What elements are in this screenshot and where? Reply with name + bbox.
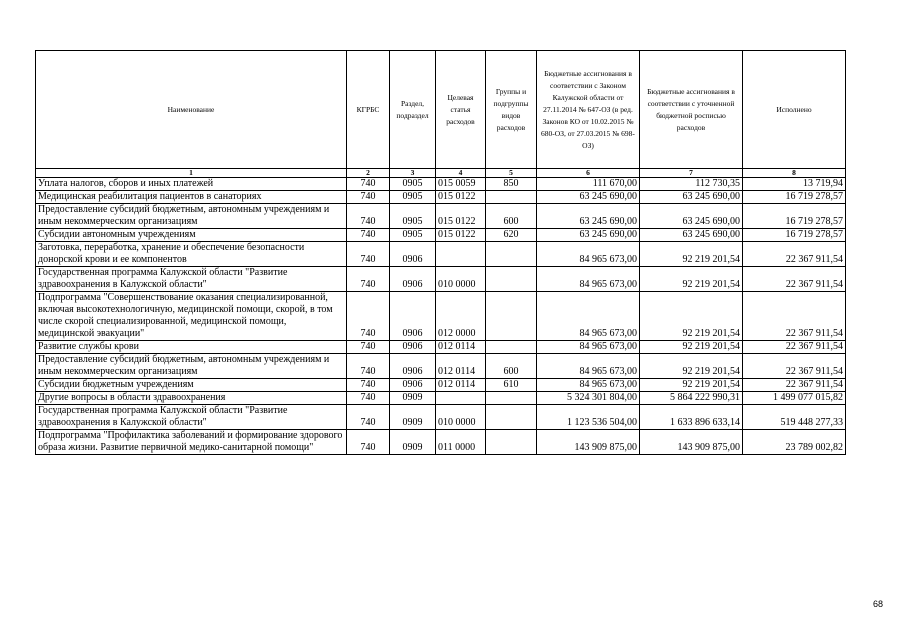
row-kgrbs: 740: [347, 242, 390, 267]
row-executed-amount: 22 367 911,54: [743, 379, 846, 392]
row-section: 0909: [390, 392, 436, 405]
row-group: [486, 292, 537, 341]
row-refined-amount: 5 864 222 990,31: [640, 392, 743, 405]
row-name: Государственная программа Калужской области "Развитие здравоохранения в Калужской области": [36, 405, 347, 430]
row-section: 0905: [390, 178, 436, 191]
row-section: 0905: [390, 229, 436, 242]
table-row: [36, 379, 846, 392]
row-refined-amount: 92 219 201,54: [640, 242, 743, 267]
header-name: Наименование: [36, 51, 347, 169]
row-refined-amount: 63 245 690,00: [640, 229, 743, 242]
row-section: 0906: [390, 242, 436, 267]
row-executed-amount: 16 719 278,57: [743, 204, 846, 229]
header-section: Раздел, подраздел: [390, 51, 436, 169]
row-group: 600: [486, 354, 537, 379]
column-number: 3: [390, 169, 436, 178]
row-law-amount: 111 670,00: [537, 178, 640, 191]
column-number-row: [36, 169, 846, 178]
column-number: 8: [743, 169, 846, 178]
row-group: [486, 392, 537, 405]
row-name: Заготовка, переработка, хранение и обеспечение безопасности донорской крови и ее компонентов: [36, 242, 347, 267]
table-row: [36, 242, 846, 267]
row-target: 010 0000: [436, 405, 486, 430]
row-group: [486, 341, 537, 354]
row-section: 0906: [390, 292, 436, 341]
row-kgrbs: 740: [347, 292, 390, 341]
row-group: [486, 267, 537, 292]
row-group: 610: [486, 379, 537, 392]
row-group: 620: [486, 229, 537, 242]
row-executed-amount: 519 448 277,33: [743, 405, 846, 430]
row-section: 0905: [390, 191, 436, 204]
header-kgrbs: КГРБС: [347, 51, 390, 169]
row-law-amount: 84 965 673,00: [537, 379, 640, 392]
row-executed-amount: 16 719 278,57: [743, 229, 846, 242]
row-kgrbs: 740: [347, 405, 390, 430]
row-law-amount: 63 245 690,00: [537, 229, 640, 242]
row-target: 012 0114: [436, 354, 486, 379]
row-kgrbs: 740: [347, 204, 390, 229]
row-target: 010 0000: [436, 267, 486, 292]
row-section: 0905: [390, 204, 436, 229]
column-number: 7: [640, 169, 743, 178]
header-row: [36, 51, 846, 169]
row-law-amount: 84 965 673,00: [537, 242, 640, 267]
row-target: 015 0122: [436, 191, 486, 204]
table-row: [36, 430, 846, 455]
row-group: [486, 191, 537, 204]
row-kgrbs: 740: [347, 229, 390, 242]
row-refined-amount: 112 730,35: [640, 178, 743, 191]
row-section: 0909: [390, 405, 436, 430]
table-row: [36, 405, 846, 430]
table-row: [36, 341, 846, 354]
table-body: [36, 178, 846, 455]
row-refined-amount: 92 219 201,54: [640, 267, 743, 292]
row-executed-amount: 22 367 911,54: [743, 292, 846, 341]
row-target: 015 0122: [436, 204, 486, 229]
table-row: [36, 204, 846, 229]
row-name: Медицинская реабилитация пациентов в санаториях: [36, 191, 347, 204]
row-name: Другие вопросы в области здравоохранения: [36, 392, 347, 405]
row-kgrbs: 740: [347, 354, 390, 379]
row-kgrbs: 740: [347, 430, 390, 455]
row-refined-amount: 1 633 896 633,14: [640, 405, 743, 430]
row-kgrbs: 740: [347, 178, 390, 191]
row-name: Предоставление субсидий бюджетным, автономным учреждениям и иным некоммерческим организациям: [36, 204, 347, 229]
row-name: Субсидии автономным учреждениям: [36, 229, 347, 242]
row-law-amount: 63 245 690,00: [537, 204, 640, 229]
row-name: Субсидии бюджетным учреждениям: [36, 379, 347, 392]
row-section: 0906: [390, 341, 436, 354]
row-name: Предоставление субсидий бюджетным, автономным учреждениям и иным некоммерческим организациям: [36, 354, 347, 379]
row-law-amount: 84 965 673,00: [537, 267, 640, 292]
row-target: 012 0114: [436, 341, 486, 354]
row-name: Уплата налогов, сборов и иных платежей: [36, 178, 347, 191]
budget-table: [35, 50, 846, 455]
row-group: 600: [486, 204, 537, 229]
row-refined-amount: 63 245 690,00: [640, 204, 743, 229]
row-refined-amount: 92 219 201,54: [640, 341, 743, 354]
row-name: Развитие службы крови: [36, 341, 347, 354]
row-section: 0906: [390, 379, 436, 392]
row-group: [486, 405, 537, 430]
header-groups: Группы и подгруппы видов расходов: [486, 51, 537, 169]
row-target: 012 0114: [436, 379, 486, 392]
table-row: [36, 354, 846, 379]
header-executed: Исполнено: [743, 51, 846, 169]
row-group: [486, 430, 537, 455]
row-refined-amount: 143 909 875,00: [640, 430, 743, 455]
row-executed-amount: 22 367 911,54: [743, 242, 846, 267]
row-law-amount: 63 245 690,00: [537, 191, 640, 204]
page-number: 68: [873, 599, 884, 609]
row-refined-amount: 92 219 201,54: [640, 354, 743, 379]
column-number: 6: [537, 169, 640, 178]
row-target: 011 0000: [436, 430, 486, 455]
table-row: [36, 292, 846, 341]
row-target: 015 0059: [436, 178, 486, 191]
header-refined: Бюджетные ассигнования в соответствии с уточненной бюджетной росписью расходов: [640, 51, 743, 169]
row-section: 0909: [390, 430, 436, 455]
row-law-amount: 84 965 673,00: [537, 354, 640, 379]
row-executed-amount: 13 719,94: [743, 178, 846, 191]
table-row: [36, 392, 846, 405]
row-name: Подпрограмма "Профилактика заболеваний и формирование здорового образа жизни. Развитие первичной медико-санитарной помощи": [36, 430, 347, 455]
row-name: Подпрограмма "Совершенствование оказания специализированной, включая высокотехнологичную, медицинской помощи, скорой, в том числе скорой специализированной, медицинской помощи, медицинской эвакуации": [36, 292, 347, 341]
row-executed-amount: 22 367 911,54: [743, 341, 846, 354]
header-law: Бюджетные ассигнования в соответствии с Законом Калужской области от 27.11.2014 № 647-ОЗ (в ред. Законов КО от 10.02.2015 № 680-ОЗ, от 27.03.2015 № 698-ОЗ): [537, 51, 640, 169]
column-number: 5: [486, 169, 537, 178]
row-group: 850: [486, 178, 537, 191]
row-name: Государственная программа Калужской области "Развитие здравоохранения в Калужской области": [36, 267, 347, 292]
row-target: 012 0000: [436, 292, 486, 341]
table-row: [36, 267, 846, 292]
row-section: 0906: [390, 354, 436, 379]
row-kgrbs: 740: [347, 341, 390, 354]
table-row: [36, 191, 846, 204]
table-row: [36, 178, 846, 191]
row-executed-amount: 22 367 911,54: [743, 267, 846, 292]
row-kgrbs: 740: [347, 191, 390, 204]
row-executed-amount: 23 789 002,82: [743, 430, 846, 455]
row-kgrbs: 740: [347, 392, 390, 405]
row-refined-amount: 92 219 201,54: [640, 379, 743, 392]
row-law-amount: 84 965 673,00: [537, 341, 640, 354]
row-law-amount: 5 324 301 804,00: [537, 392, 640, 405]
row-target: [436, 392, 486, 405]
column-number: 2: [347, 169, 390, 178]
row-executed-amount: 16 719 278,57: [743, 191, 846, 204]
row-law-amount: 143 909 875,00: [537, 430, 640, 455]
row-law-amount: 84 965 673,00: [537, 292, 640, 341]
row-kgrbs: 740: [347, 267, 390, 292]
column-number: 4: [436, 169, 486, 178]
row-section: 0906: [390, 267, 436, 292]
row-executed-amount: 22 367 911,54: [743, 354, 846, 379]
table-row: [36, 229, 846, 242]
row-target: 015 0122: [436, 229, 486, 242]
row-law-amount: 1 123 536 504,00: [537, 405, 640, 430]
row-kgrbs: 740: [347, 379, 390, 392]
row-refined-amount: 92 219 201,54: [640, 292, 743, 341]
row-executed-amount: 1 499 077 015,82: [743, 392, 846, 405]
header-target: Целевая статья расходов: [436, 51, 486, 169]
row-refined-amount: 63 245 690,00: [640, 191, 743, 204]
row-target: [436, 242, 486, 267]
column-number: 1: [36, 169, 347, 178]
row-group: [486, 242, 537, 267]
